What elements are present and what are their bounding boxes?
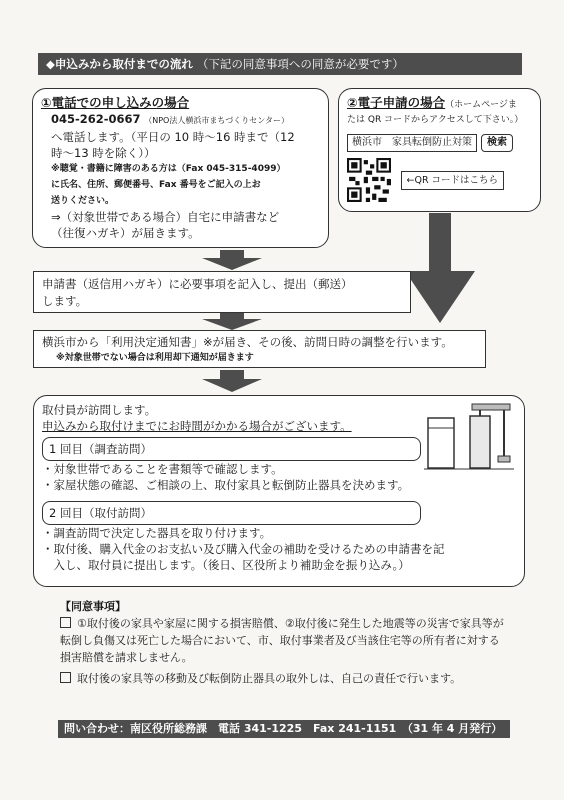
phone-result-1: ⇒（対象世帯である場合）自宅に申請書など bbox=[51, 210, 280, 224]
agreement-item-1-line-1: ①取付後の家具や家屋に関する損害賠償、②取付後に発生した地震等の災害で家具等が bbox=[77, 617, 504, 630]
agreement-section bbox=[60, 598, 530, 687]
section-header bbox=[38, 53, 522, 75]
bleed-through-text bbox=[20, 2, 550, 42]
phone-hours-1: へ電話します。（平日の 10 時～16 時まで（12 bbox=[51, 130, 295, 144]
step3-note: ※対象世帯でない場合は利用却下通知が届きます bbox=[56, 353, 254, 363]
step4-line-2: 申込みから取付けまでにお時間がかかる場合がございます。 bbox=[42, 419, 352, 433]
phone-note-3: 送りください。 bbox=[51, 196, 115, 206]
first-visit-item-2: ・家屋状態の確認、ご相談の上、取付家具と転倒防止器具を決めます。 bbox=[42, 478, 410, 492]
qr-code-label: ←QR コードはこちら bbox=[401, 171, 505, 190]
furniture-bracket-illustration bbox=[420, 398, 516, 473]
contact-footer: 問い合わせ：南区役所総務課 電話 341-1225 Fax 241-1151 （31 年 4 月発行） bbox=[58, 720, 510, 738]
down-arrow-icon bbox=[202, 370, 262, 392]
large-down-arrow-icon bbox=[405, 213, 475, 323]
qr-code-icon[interactable] bbox=[347, 158, 391, 202]
agreement-checkbox-1[interactable] bbox=[60, 617, 71, 628]
search-button[interactable]: 検索 bbox=[481, 134, 513, 152]
agreement-checkbox-2[interactable] bbox=[60, 672, 71, 683]
header-subtitle: （下記の同意事項への同意が必要です） bbox=[196, 57, 404, 71]
header-title: ◆申込みから取付までの流れ bbox=[46, 57, 193, 71]
electronic-desc-1: （ホームページま bbox=[445, 100, 517, 110]
search-input[interactable]: 横浜市 家具転倒防止対策 bbox=[347, 134, 477, 152]
first-visit-box bbox=[42, 437, 421, 461]
phone-number[interactable]: 045-262-0667 bbox=[51, 112, 141, 126]
agreement-item-1-line-2: 転倒し負傷又は死亡した場合において、市、取付事業者及び当該住宅等の所有者に対する bbox=[60, 634, 500, 647]
step3-line-1: 横浜市から「利用決定通知書」※が届き、その後、訪問日時の調整を行います。 bbox=[42, 335, 453, 349]
down-arrow-icon bbox=[202, 250, 262, 270]
phone-title: ①電話での申し込みの場合 bbox=[41, 95, 190, 110]
electronic-application-box bbox=[338, 88, 541, 212]
first-visit-item-1: ・対象世帯であることを書類等で確認します。 bbox=[42, 462, 283, 476]
phone-org: （NPO法人横浜市まちづくりセンター） bbox=[144, 116, 289, 125]
step2-line-2: します。 bbox=[42, 294, 88, 308]
step2-line-1: 申請書（返信用ハガキ）に必要事項を記入し、提出（郵送） bbox=[42, 277, 353, 291]
electronic-desc-2: たは QR コードからアクセスして下さい。） bbox=[347, 115, 524, 125]
second-visit-title: 2 回目（取付訪問） bbox=[49, 506, 152, 520]
down-arrow-icon bbox=[202, 312, 262, 330]
second-visit-item-1: ・調査訪問で決定した器具を取り付けます。 bbox=[42, 526, 272, 540]
first-visit-title: 1 回目（調査訪問） bbox=[49, 442, 152, 456]
step4-line-1: 取付員が訪問します。 bbox=[42, 403, 157, 417]
phone-result-2: （往復ハガキ）が届きます。 bbox=[51, 226, 200, 240]
phone-hours-2: 時～13 時を除く）） bbox=[51, 146, 156, 160]
agreement-title: 【同意事項】 bbox=[60, 600, 126, 613]
step-submit-application bbox=[33, 271, 411, 313]
agreement-item-2: 取付後の家具等の移動及び転倒防止器具の取外しは、自己の責任で行います。 bbox=[77, 672, 462, 685]
second-visit-item-2-line-1: ・取付後、購入代金のお支払い及び購入代金の補助を受けるための申請書を記 bbox=[42, 542, 445, 556]
second-visit-box bbox=[42, 501, 421, 525]
second-visit-item-2-line-2: 入し、取付員に提出します。（後日、区役所より補助金を振り込み。） bbox=[42, 558, 410, 572]
step-decision-notice bbox=[33, 330, 486, 368]
agreement-item-1-line-3: 損害賠償を請求しません。 bbox=[60, 651, 193, 664]
electronic-title: ②電子申請の場合 bbox=[347, 95, 446, 110]
phone-note-1: ※聴覚・書籍に障害のある方は（Fax 045-315-4099） bbox=[51, 164, 286, 174]
phone-application-box bbox=[32, 88, 329, 248]
phone-note-2: に氏名、住所、郵便番号、Fax 番号をご記入の上お bbox=[51, 180, 261, 190]
